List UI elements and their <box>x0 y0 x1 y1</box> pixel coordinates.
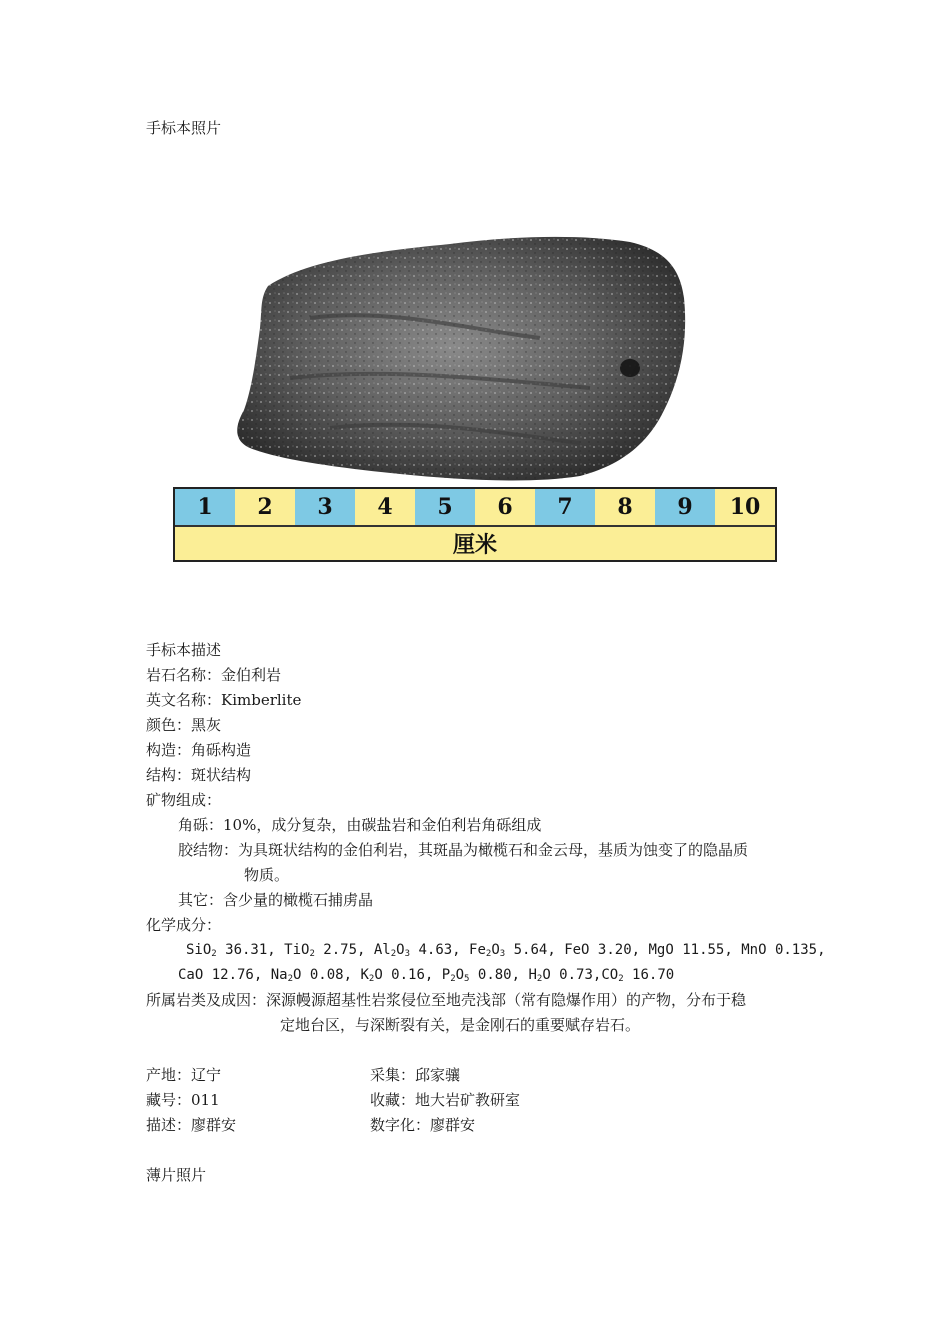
genesis-field: 所属岩类及成因：深源幔源超基性岩浆侵位至地壳浅部（常有隐爆作用）的产物，分布于稳 <box>146 991 747 1009</box>
mineral-heading: 矿物组成： <box>146 791 222 809</box>
origin-field: 产地：辽宁 <box>146 1066 222 1084</box>
ruler-mark: 10 <box>715 489 775 525</box>
ruler-mark: 5 <box>415 489 475 525</box>
ruler-mark: 8 <box>595 489 655 525</box>
chemistry-heading: 化学成分： <box>146 916 222 934</box>
centimeter-ruler <box>173 487 777 562</box>
collector-field: 采集：邱家骧 <box>370 1066 461 1084</box>
ruler-mark: 9 <box>655 489 715 525</box>
structure-field: 构造：角砾构造 <box>146 741 252 759</box>
catalog-number: 藏号：011 <box>146 1091 220 1109</box>
cement-field-continued: 物质。 <box>244 866 290 884</box>
chemistry-line-2: CaO 12.76, $Na_2O$ 0.08, $K_2O$ 0.16, $P_2O_5$ 0.80, $H_2O$ $0.73,CO_2$ 16.70 <box>178 967 675 984</box>
other-field: 其它：含少量的橄榄石捕虏晶 <box>178 891 374 909</box>
ruler-unit-label: 厘米 <box>452 533 497 558</box>
photo-heading: 手标本照片 <box>146 119 222 137</box>
breccia-field: 角砾：10%，成分复杂，由碳盐岩和金伯利岩角砾组成 <box>178 816 542 834</box>
collection-field: 收藏：地大岩矿教研室 <box>370 1091 521 1109</box>
chemistry-line-1: SiO$_2$ 36.31, TiO$_2$ 2.75, $Al_2O_3$ 4.63, $Fe_2O_3$ 5.64, FeO 3.20, MgO 11.55, MnO 0.135, <box>186 942 826 959</box>
digitized-by: 数字化：廖群安 <box>370 1116 476 1134</box>
english-name: 英文名称：Kimberlite <box>146 691 302 709</box>
color-field: 颜色：黑灰 <box>146 716 222 734</box>
described-by: 描述：廖群安 <box>146 1116 237 1134</box>
ruler-mark: 2 <box>235 489 295 525</box>
ruler-mark: 1 <box>175 489 235 525</box>
ruler-mark: 6 <box>475 489 535 525</box>
ruler-mark: 7 <box>535 489 595 525</box>
rock-name: 岩石名称：金伯利岩 <box>146 666 282 684</box>
ruler-mark: 4 <box>355 489 415 525</box>
cement-field: 胶结物：为具斑状结构的金伯利岩，其斑晶为橄榄石和金云母，基质为蚀变了的隐晶质 <box>178 841 749 859</box>
genesis-field-continued: 定地台区，与深断裂有关，是金刚石的重要赋存岩石。 <box>280 1016 641 1034</box>
ruler-mark: 3 <box>295 489 355 525</box>
description-heading: 手标本描述 <box>146 641 222 659</box>
ruler-scale <box>175 489 775 527</box>
thin-section-heading: 薄片照片 <box>146 1166 207 1184</box>
texture-field: 结构：斑状结构 <box>146 766 252 784</box>
